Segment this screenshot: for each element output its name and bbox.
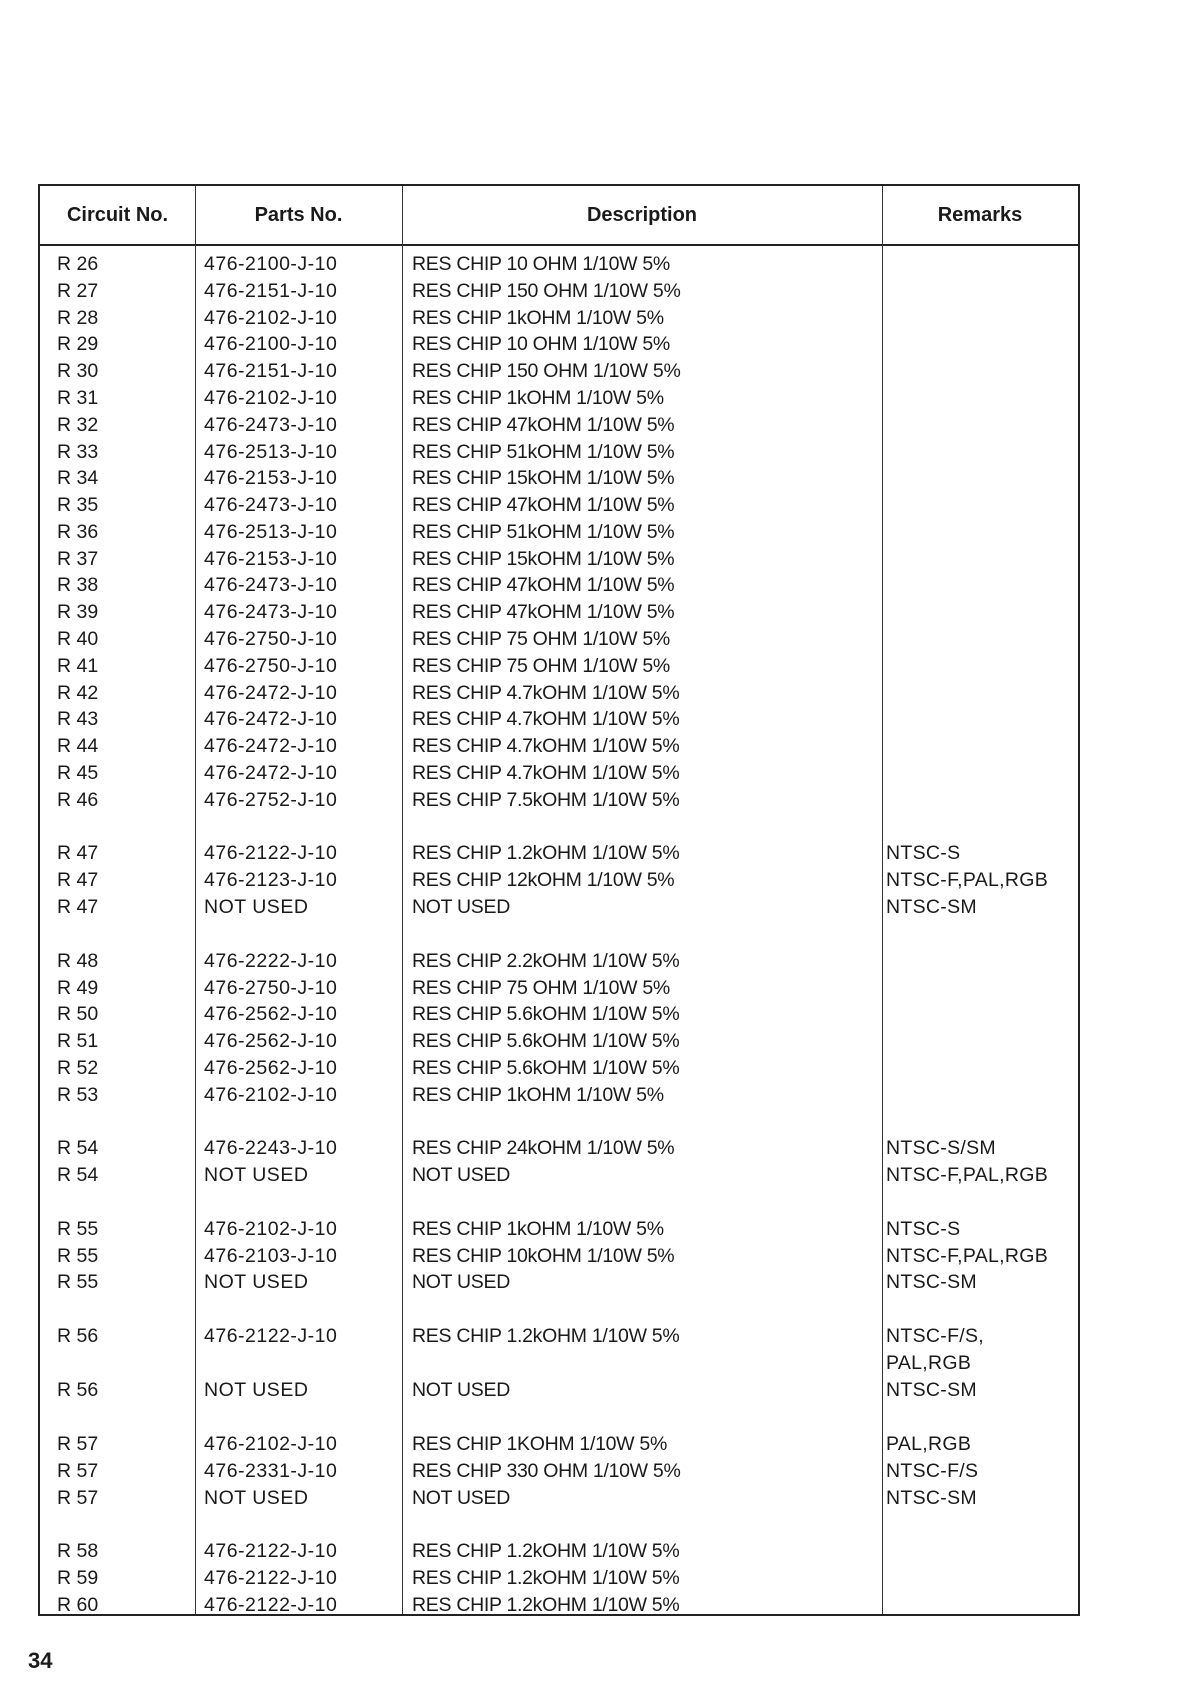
- table-row: [40, 1216, 1078, 1242]
- remarks-cell: PAL,RGB: [886, 1352, 972, 1374]
- description-cell: RES CHIP 12kOHM 1/10W 5%: [412, 869, 675, 891]
- parts-no-cell: 476-2473-J-10: [204, 414, 338, 436]
- table-row: [40, 706, 1078, 732]
- header-description: Description: [586, 203, 698, 226]
- description-cell: RES CHIP 5.6kOHM 1/10W 5%: [412, 1003, 680, 1025]
- circuit-no-cell: R 32: [57, 414, 99, 436]
- circuit-no-cell: R 36: [57, 521, 99, 543]
- circuit-no-cell: R 55: [57, 1218, 99, 1240]
- remarks-cell: NTSC-SM: [886, 1379, 977, 1401]
- circuit-no-cell: R 39: [57, 601, 99, 623]
- circuit-no-cell: R 60: [57, 1594, 99, 1616]
- circuit-no-cell: R 59: [57, 1567, 99, 1589]
- description-cell: RES CHIP 10kOHM 1/10W 5%: [412, 1245, 675, 1267]
- table-row: [40, 546, 1078, 572]
- description-cell: RES CHIP 24kOHM 1/10W 5%: [412, 1137, 675, 1159]
- circuit-no-cell: R 34: [57, 467, 99, 489]
- description-cell: RES CHIP 75 OHM 1/10W 5%: [412, 628, 670, 650]
- table-row: [40, 465, 1078, 491]
- remarks-cell: PAL,RGB: [886, 1433, 972, 1455]
- description-cell: RES CHIP 1.2kOHM 1/10W 5%: [412, 1540, 680, 1562]
- description-cell: RES CHIP 2.2kOHM 1/10W 5%: [412, 950, 680, 972]
- description-cell: RES CHIP 330 OHM 1/10W 5%: [412, 1460, 681, 1482]
- parts-no-cell: 476-2243-J-10: [204, 1137, 338, 1159]
- description-cell: RES CHIP 15kOHM 1/10W 5%: [412, 467, 675, 489]
- parts-no-cell: 476-2562-J-10: [204, 1003, 338, 1025]
- circuit-no-cell: R 44: [57, 735, 99, 757]
- description-cell: RES CHIP 1.2kOHM 1/10W 5%: [412, 1567, 680, 1589]
- remarks-cell: NTSC-SM: [886, 1487, 977, 1509]
- remarks-cell: NTSC-F/S,: [886, 1325, 985, 1347]
- parts-table: [38, 184, 1080, 1616]
- table-row: [40, 840, 1078, 866]
- table-row: [40, 1055, 1078, 1081]
- circuit-no-cell: R 40: [57, 628, 99, 650]
- table-row: [40, 1135, 1078, 1161]
- parts-no-cell: 476-2122-J-10: [204, 1325, 338, 1347]
- circuit-no-cell: R 54: [57, 1137, 99, 1159]
- circuit-no-cell: R 56: [57, 1379, 99, 1401]
- description-cell: NOT USED: [412, 1379, 511, 1401]
- remarks-cell: NTSC-S: [886, 842, 961, 864]
- parts-no-cell: 476-2513-J-10: [204, 441, 338, 463]
- table-row: [40, 492, 1078, 518]
- description-cell: NOT USED: [412, 1164, 511, 1186]
- circuit-no-cell: R 49: [57, 977, 99, 999]
- remarks-cell: NTSC-SM: [886, 1271, 977, 1293]
- table-row: [40, 867, 1078, 893]
- table-row: [40, 1269, 1078, 1295]
- circuit-no-cell: R 58: [57, 1540, 99, 1562]
- description-cell: RES CHIP 1.2kOHM 1/10W 5%: [412, 1325, 680, 1347]
- parts-no-cell: 476-2153-J-10: [204, 548, 338, 570]
- table-row: [40, 1350, 1078, 1376]
- table-row: [40, 1162, 1078, 1188]
- description-cell: NOT USED: [412, 1271, 511, 1293]
- table-row: [40, 787, 1078, 813]
- table-row: [40, 519, 1078, 545]
- description-cell: RES CHIP 10 OHM 1/10W 5%: [412, 333, 670, 355]
- parts-no-cell: NOT USED: [204, 1379, 309, 1401]
- parts-no-cell: 476-2750-J-10: [204, 655, 338, 677]
- header-circuit-no: Circuit No.: [66, 203, 169, 226]
- table-row: [40, 733, 1078, 759]
- page-number: 34: [28, 1648, 53, 1673]
- parts-no-cell: 476-2102-J-10: [204, 1084, 338, 1106]
- description-cell: RES CHIP 47kOHM 1/10W 5%: [412, 414, 675, 436]
- remarks-cell: NTSC-F,PAL,RGB: [886, 1164, 1049, 1186]
- description-cell: RES CHIP 75 OHM 1/10W 5%: [412, 655, 670, 677]
- parts-no-cell: 476-2100-J-10: [204, 253, 338, 275]
- table-row: [40, 1243, 1078, 1269]
- table-row: [40, 412, 1078, 438]
- circuit-no-cell: R 53: [57, 1084, 99, 1106]
- parts-no-cell: 476-2472-J-10: [204, 708, 338, 730]
- parts-no-cell: 476-2153-J-10: [204, 467, 338, 489]
- table-row: [40, 1565, 1078, 1591]
- parts-no-cell: 476-2513-J-10: [204, 521, 338, 543]
- parts-no-cell: NOT USED: [204, 1271, 309, 1293]
- table-row: [40, 653, 1078, 679]
- description-cell: RES CHIP 15kOHM 1/10W 5%: [412, 548, 675, 570]
- parts-no-cell: 476-2331-J-10: [204, 1460, 338, 1482]
- table-row: [40, 1592, 1078, 1618]
- table-row: [40, 1028, 1078, 1054]
- description-cell: RES CHIP 4.7kOHM 1/10W 5%: [412, 682, 680, 704]
- circuit-no-cell: R 33: [57, 441, 99, 463]
- table-row: [40, 680, 1078, 706]
- circuit-no-cell: R 31: [57, 387, 99, 409]
- parts-no-cell: 476-2122-J-10: [204, 842, 338, 864]
- table-row: [40, 305, 1078, 331]
- parts-no-cell: 476-2102-J-10: [204, 387, 338, 409]
- table-row: [40, 1082, 1078, 1108]
- table-row: [40, 975, 1078, 1001]
- parts-no-cell: NOT USED: [204, 1164, 309, 1186]
- remarks-cell: NTSC-F,PAL,RGB: [886, 869, 1049, 891]
- table-row: [40, 599, 1078, 625]
- table-row: [40, 358, 1078, 384]
- circuit-no-cell: R 29: [57, 333, 99, 355]
- table-row: [40, 385, 1078, 411]
- description-cell: RES CHIP 47kOHM 1/10W 5%: [412, 494, 675, 516]
- circuit-no-cell: R 48: [57, 950, 99, 972]
- table-row: [40, 1001, 1078, 1027]
- table-row: [40, 572, 1078, 598]
- parts-no-cell: 476-2750-J-10: [204, 628, 338, 650]
- parts-no-cell: 476-2102-J-10: [204, 1218, 338, 1240]
- parts-no-cell: 476-2750-J-10: [204, 977, 338, 999]
- description-cell: RES CHIP 1.2kOHM 1/10W 5%: [412, 842, 680, 864]
- circuit-no-cell: R 57: [57, 1433, 99, 1455]
- description-cell: RES CHIP 4.7kOHM 1/10W 5%: [412, 762, 680, 784]
- table-row: [40, 439, 1078, 465]
- circuit-no-cell: R 56: [57, 1325, 99, 1347]
- circuit-no-cell: R 50: [57, 1003, 99, 1025]
- description-cell: RES CHIP 150 OHM 1/10W 5%: [412, 360, 681, 382]
- description-cell: RES CHIP 1KOHM 1/10W 5%: [412, 1433, 667, 1455]
- description-cell: RES CHIP 4.7kOHM 1/10W 5%: [412, 735, 680, 757]
- circuit-no-cell: R 27: [57, 280, 99, 302]
- parts-no-cell: 476-2102-J-10: [204, 1433, 338, 1455]
- circuit-no-cell: R 45: [57, 762, 99, 784]
- table-row: [40, 948, 1078, 974]
- table-row: [40, 331, 1078, 357]
- description-cell: RES CHIP 51kOHM 1/10W 5%: [412, 521, 675, 543]
- circuit-no-cell: R 35: [57, 494, 99, 516]
- description-cell: RES CHIP 5.6kOHM 1/10W 5%: [412, 1030, 680, 1052]
- circuit-no-cell: R 52: [57, 1057, 99, 1079]
- description-cell: RES CHIP 1kOHM 1/10W 5%: [412, 1218, 664, 1240]
- circuit-no-cell: R 47: [57, 869, 99, 891]
- table-row: [40, 1431, 1078, 1457]
- description-cell: RES CHIP 5.6kOHM 1/10W 5%: [412, 1057, 680, 1079]
- table-row: [40, 1323, 1078, 1349]
- description-cell: RES CHIP 7.5kOHM 1/10W 5%: [412, 789, 680, 811]
- circuit-no-cell: R 28: [57, 307, 99, 329]
- circuit-no-cell: R 57: [57, 1460, 99, 1482]
- parts-no-cell: 476-2473-J-10: [204, 574, 338, 596]
- circuit-no-cell: R 42: [57, 682, 99, 704]
- table-row: [40, 1485, 1078, 1511]
- parts-no-cell: 476-2103-J-10: [204, 1245, 338, 1267]
- parts-no-cell: 476-2123-J-10: [204, 869, 338, 891]
- circuit-no-cell: R 30: [57, 360, 99, 382]
- table-row: [40, 1458, 1078, 1484]
- circuit-no-cell: R 43: [57, 708, 99, 730]
- parts-no-cell: 476-2562-J-10: [204, 1057, 338, 1079]
- remarks-cell: NTSC-F/S: [886, 1460, 979, 1482]
- description-cell: RES CHIP 47kOHM 1/10W 5%: [412, 601, 675, 623]
- parts-no-cell: 476-2472-J-10: [204, 762, 338, 784]
- description-cell: RES CHIP 51kOHM 1/10W 5%: [412, 441, 675, 463]
- parts-no-cell: NOT USED: [204, 1487, 309, 1509]
- table-row: [40, 1377, 1078, 1403]
- parts-no-cell: 476-2100-J-10: [204, 333, 338, 355]
- description-cell: RES CHIP 1.2kOHM 1/10W 5%: [412, 1594, 680, 1616]
- description-cell: RES CHIP 75 OHM 1/10W 5%: [412, 977, 670, 999]
- description-cell: RES CHIP 1kOHM 1/10W 5%: [412, 1084, 664, 1106]
- circuit-no-cell: R 38: [57, 574, 99, 596]
- remarks-cell: NTSC-S: [886, 1218, 961, 1240]
- header-remarks: Remarks: [937, 203, 1023, 226]
- parts-no-cell: 476-2472-J-10: [204, 682, 338, 704]
- parts-no-cell: NOT USED: [204, 896, 309, 918]
- circuit-no-cell: R 46: [57, 789, 99, 811]
- circuit-no-cell: R 47: [57, 842, 99, 864]
- parts-no-cell: 476-2473-J-10: [204, 494, 338, 516]
- description-cell: RES CHIP 1kOHM 1/10W 5%: [412, 307, 664, 329]
- parts-no-cell: 476-2473-J-10: [204, 601, 338, 623]
- circuit-no-cell: R 51: [57, 1030, 99, 1052]
- description-cell: RES CHIP 1kOHM 1/10W 5%: [412, 387, 664, 409]
- description-cell: NOT USED: [412, 1487, 511, 1509]
- remarks-cell: NTSC-S/SM: [886, 1137, 996, 1159]
- parts-no-cell: 476-2472-J-10: [204, 735, 338, 757]
- table-row: [40, 626, 1078, 652]
- parts-no-cell: 476-2151-J-10: [204, 280, 338, 302]
- parts-no-cell: 476-2222-J-10: [204, 950, 338, 972]
- description-cell: RES CHIP 10 OHM 1/10W 5%: [412, 253, 670, 275]
- parts-no-cell: 476-2151-J-10: [204, 360, 338, 382]
- parts-no-cell: 476-2752-J-10: [204, 789, 338, 811]
- table-row: [40, 251, 1078, 277]
- table-row: [40, 760, 1078, 786]
- circuit-no-cell: R 47: [57, 896, 99, 918]
- circuit-no-cell: R 26: [57, 253, 99, 275]
- table-row: [40, 894, 1078, 920]
- parts-no-cell: 476-2122-J-10: [204, 1567, 338, 1589]
- table-row: [40, 278, 1078, 304]
- parts-no-cell: 476-2102-J-10: [204, 307, 338, 329]
- parts-no-cell: 476-2562-J-10: [204, 1030, 338, 1052]
- circuit-no-cell: R 37: [57, 548, 99, 570]
- remarks-cell: NTSC-F,PAL,RGB: [886, 1245, 1049, 1267]
- circuit-no-cell: R 55: [57, 1271, 99, 1293]
- circuit-no-cell: R 55: [57, 1245, 99, 1267]
- circuit-no-cell: R 57: [57, 1487, 99, 1509]
- header-parts-no: Parts No.: [254, 203, 343, 226]
- description-cell: NOT USED: [412, 896, 511, 918]
- circuit-no-cell: R 54: [57, 1164, 99, 1186]
- parts-no-cell: 476-2122-J-10: [204, 1594, 338, 1616]
- parts-no-cell: 476-2122-J-10: [204, 1540, 338, 1562]
- description-cell: RES CHIP 4.7kOHM 1/10W 5%: [412, 708, 680, 730]
- remarks-cell: NTSC-SM: [886, 896, 977, 918]
- description-cell: RES CHIP 150 OHM 1/10W 5%: [412, 280, 681, 302]
- table-row: [40, 1538, 1078, 1564]
- circuit-no-cell: R 41: [57, 655, 99, 677]
- description-cell: RES CHIP 47kOHM 1/10W 5%: [412, 574, 675, 596]
